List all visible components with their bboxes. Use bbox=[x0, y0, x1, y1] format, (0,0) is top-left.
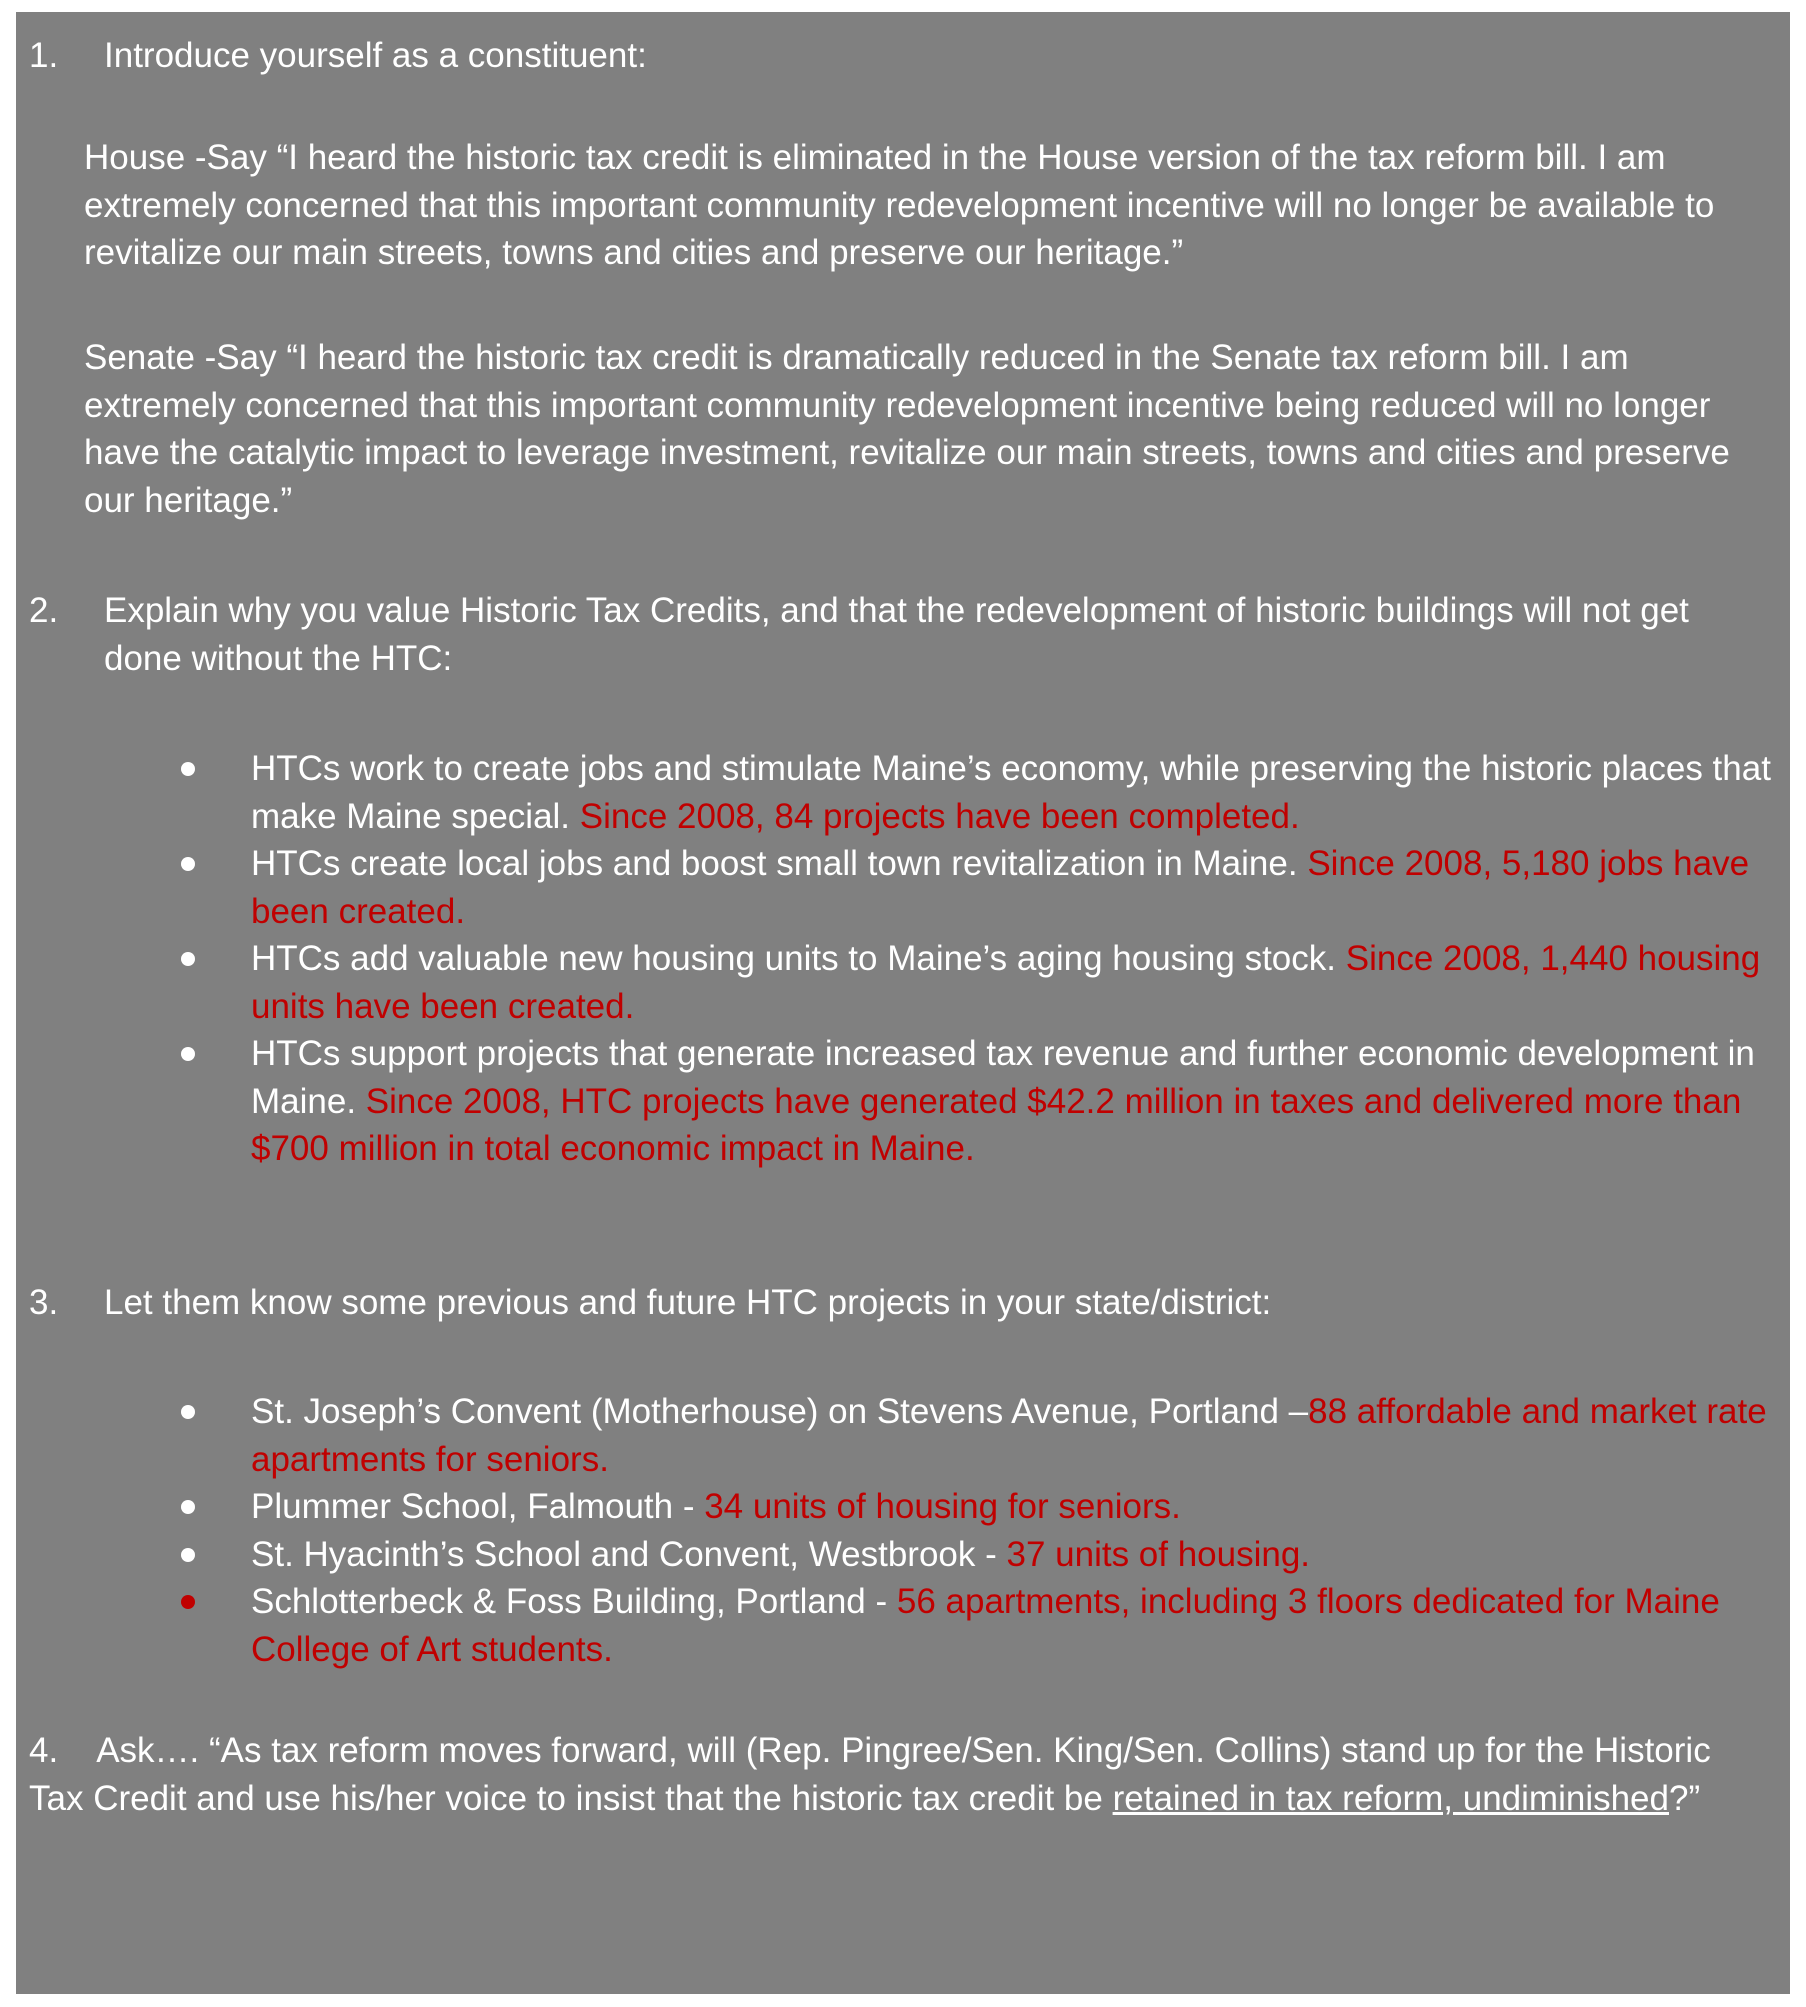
bullet-highlight: 56 apartments, including 3 floors dedicated for Maine College of Art students. bbox=[251, 1582, 1720, 1669]
bullet-highlight: Since 2008, 1,440 housing units have been created. bbox=[251, 939, 1761, 1026]
bullet-text: St. Joseph’s Convent (Motherhouse) on Stevens Avenue, Portland – bbox=[251, 1392, 1309, 1431]
bullet-highlight: 37 units of housing. bbox=[1006, 1534, 1311, 1574]
list-item bbox=[16, 1483, 1790, 1531]
bullet-highlight: Since 2008, 5,180 jobs have been created. bbox=[251, 844, 1750, 931]
section-3-heading: Let them know some previous and future HTC projects in your state/district: bbox=[104, 1283, 1272, 1322]
bullet-text: Plummer School, Falmouth - bbox=[251, 1487, 705, 1526]
section-1-number: 1. bbox=[29, 36, 59, 75]
house-script: House -Say “I heard the historic tax credit is eliminated in the House version of the tax reform bill. I am extremely concerned that this important community redevelopment incentive will no longer be available to revitalize our main streets, towns and cities and preserve our heritage.” bbox=[84, 138, 1715, 272]
bullet-highlight: Since 2008, HTC projects have generated $42.2 million in taxes and delivered more than $700 million in total economic impact in Maine. bbox=[251, 1081, 1742, 1168]
section-2-heading: Explain why you value Historic Tax Credits, and that the redevelopment of historic buildings will not get done without the HTC: bbox=[104, 591, 1689, 678]
bullet-highlight: Since 2008, 84 projects have been completed. bbox=[579, 796, 1300, 836]
bullet-icon bbox=[181, 1548, 195, 1562]
htc-benefits-list bbox=[16, 745, 1790, 1173]
bullet-icon bbox=[181, 762, 195, 776]
ask-tail: ?” bbox=[1669, 1778, 1701, 1818]
list-item bbox=[16, 1531, 1790, 1579]
bullet-icon bbox=[181, 857, 195, 871]
bullet-text: St. Hyacinth’s School and Convent, Westbrook - bbox=[251, 1534, 1007, 1574]
bullet-icon bbox=[181, 952, 195, 966]
list-item bbox=[16, 1388, 1790, 1483]
ask-underlined: retained in tax reform, undiminished bbox=[1112, 1778, 1669, 1818]
bullet-icon bbox=[181, 1500, 195, 1514]
section-4-ask bbox=[29, 1727, 1769, 1822]
section-3-number: 3. bbox=[29, 1283, 59, 1322]
ask-lead: Ask…. “As tax reform moves forward, will (Rep. Pingree/Sen. King/Sen. Collins) stand up for the Historic Tax Credit and use his/her voice to insist that the historic tax credit be bbox=[29, 1731, 1711, 1818]
talking-points-panel bbox=[16, 12, 1790, 1994]
bullet-highlight: 34 units of housing for seniors. bbox=[704, 1487, 1181, 1526]
bullet-text: HTCs create local jobs and boost small town revitalization in Maine. bbox=[251, 844, 1308, 883]
bullet-text: HTCs support projects that generate increased tax revenue and further economic development in Maine. bbox=[251, 1034, 1755, 1121]
list-item bbox=[16, 840, 1790, 935]
bullet-icon bbox=[181, 1047, 195, 1061]
htc-projects-list bbox=[16, 1388, 1790, 1673]
list-item bbox=[16, 1030, 1790, 1173]
bullet-highlight: 88 affordable and market rate apartments for seniors. bbox=[251, 1392, 1767, 1479]
bullet-icon bbox=[181, 1595, 195, 1609]
list-item bbox=[16, 935, 1790, 1030]
section-4-number: 4. bbox=[29, 1731, 59, 1770]
senate-script: Senate -Say “I heard the historic tax credit is dramatically reduced in the Senate tax reform bill. I am extremely concerned that this important community redevelopment incentive being reduced will no longer have the catalytic impact to leverage investment, revitalize our main streets, towns and cities and preserve our heritage.” bbox=[84, 338, 1730, 520]
bullet-text: Schlotterbeck & Foss Building, Portland - bbox=[251, 1582, 897, 1621]
list-item bbox=[16, 1578, 1790, 1673]
bullet-text: HTCs add valuable new housing units to Maine’s aging housing stock. bbox=[251, 939, 1346, 978]
bullet-icon bbox=[181, 1405, 195, 1419]
list-item bbox=[16, 745, 1790, 840]
section-2-number: 2. bbox=[29, 591, 59, 630]
bullet-text: HTCs work to create jobs and stimulate Maine’s economy, while preserving the historic places that make Maine special. bbox=[251, 749, 1771, 836]
section-1-heading: Introduce yourself as a constituent: bbox=[104, 36, 647, 75]
